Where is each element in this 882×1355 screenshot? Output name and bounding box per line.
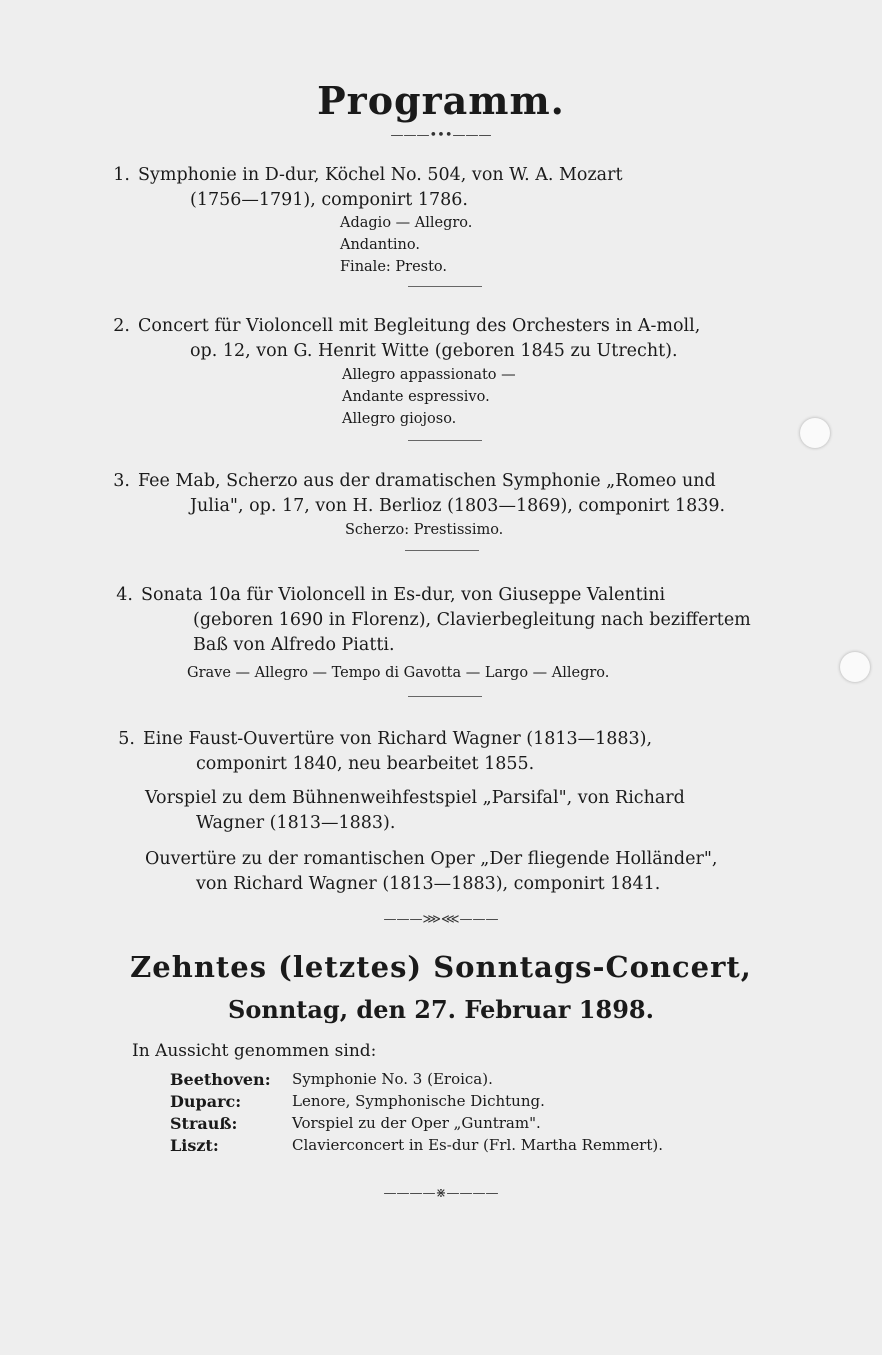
- item-text: Baß von Alfredo Piatti.: [193, 635, 395, 655]
- item-number: 2.: [113, 316, 130, 336]
- movement: Allegro appassionato —: [342, 367, 516, 383]
- sub-piece-text: Vorspiel zu dem Bühnenweihfestspiel „Parsifal", von Richard: [145, 788, 685, 808]
- item-text: Sonata 10a für Violoncell in Es-dur, von Giuseppe Valentini: [141, 585, 666, 605]
- composer-name: Duparc:: [170, 1092, 242, 1111]
- planned-piece: [170, 1136, 870, 1160]
- sub-piece-text: von Richard Wagner (1813—1883), componirt 1841.: [196, 874, 661, 894]
- composer-name: Beethoven:: [170, 1070, 271, 1089]
- movement: Finale: Presto.: [340, 259, 448, 275]
- planned-piece: [170, 1092, 870, 1116]
- next-concert-intro: In Aussicht genommen sind:: [132, 1041, 377, 1061]
- page-title: Programm.: [317, 78, 565, 123]
- item-number: 3.: [113, 471, 130, 491]
- work-title: Vorspiel zu der Oper „Guntram".: [292, 1114, 541, 1132]
- section-ornament: ———⋙⋘———: [383, 912, 499, 927]
- separator: [408, 696, 482, 697]
- next-concert-date: Sonntag, den 27. Februar 1898.: [228, 995, 654, 1024]
- item-text: (1756—1791), componirt 1786.: [190, 190, 468, 210]
- separator: [408, 440, 482, 441]
- punch-hole: [840, 652, 870, 682]
- work-title: Symphonie No. 3 (Eroica).: [292, 1070, 493, 1088]
- title-ornament: ———•••———: [390, 128, 492, 143]
- next-concert-heading: Zehntes (letztes) Sonntags-Concert,: [130, 950, 752, 984]
- punch-hole: [800, 418, 830, 448]
- separator: [408, 286, 482, 287]
- movement: Andante espressivo.: [342, 389, 490, 405]
- item-text: Fee Mab, Scherzo aus der dramatischen Symphonie „Romeo und: [138, 471, 716, 491]
- movement: Andantino.: [340, 237, 420, 253]
- work-title: Clavierconcert in Es-dur (Frl. Martha Remmert).: [292, 1136, 663, 1154]
- movement: Adagio — Allegro.: [340, 215, 473, 231]
- item-number: 1.: [113, 165, 130, 185]
- item-text: Symphonie in D-dur, Köchel No. 504, von W. A. Mozart: [138, 165, 623, 185]
- item-number: 4.: [116, 585, 133, 605]
- item-text: op. 12, von G. Henrit Witte (geboren 1845 zu Utrecht).: [190, 341, 678, 361]
- movement: Grave — Allegro — Tempo di Gavotta — Largo — Allegro.: [187, 665, 610, 681]
- item-number: 5.: [118, 729, 135, 749]
- composer-name: Strauß:: [170, 1114, 238, 1133]
- movement: Allegro giojoso.: [342, 411, 457, 427]
- item-text: Eine Faust-Ouvertüre von Richard Wagner (1813—1883),: [143, 729, 653, 749]
- closing-ornament: ————⋇————: [383, 1186, 499, 1201]
- item-text: componirt 1840, neu bearbeitet 1855.: [196, 754, 535, 774]
- movement: Scherzo: Prestissimo.: [345, 522, 504, 538]
- item-text: Julia", op. 17, von H. Berlioz (1803—1869), componirt 1839.: [190, 496, 726, 516]
- composer-name: Liszt:: [170, 1136, 219, 1155]
- work-title: Lenore, Symphonische Dichtung.: [292, 1092, 545, 1110]
- item-text: Concert für Violoncell mit Begleitung des Orchesters in A-moll,: [138, 316, 701, 336]
- separator: [405, 550, 479, 551]
- sub-piece-text: Ouvertüre zu der romantischen Oper „Der fliegende Holländer",: [145, 849, 718, 869]
- planned-piece: [170, 1070, 870, 1094]
- item-text: (geboren 1690 in Florenz), Clavierbegleitung nach beziffertem: [193, 610, 751, 630]
- planned-piece: [170, 1114, 870, 1138]
- sub-piece-text: Wagner (1813—1883).: [196, 813, 396, 833]
